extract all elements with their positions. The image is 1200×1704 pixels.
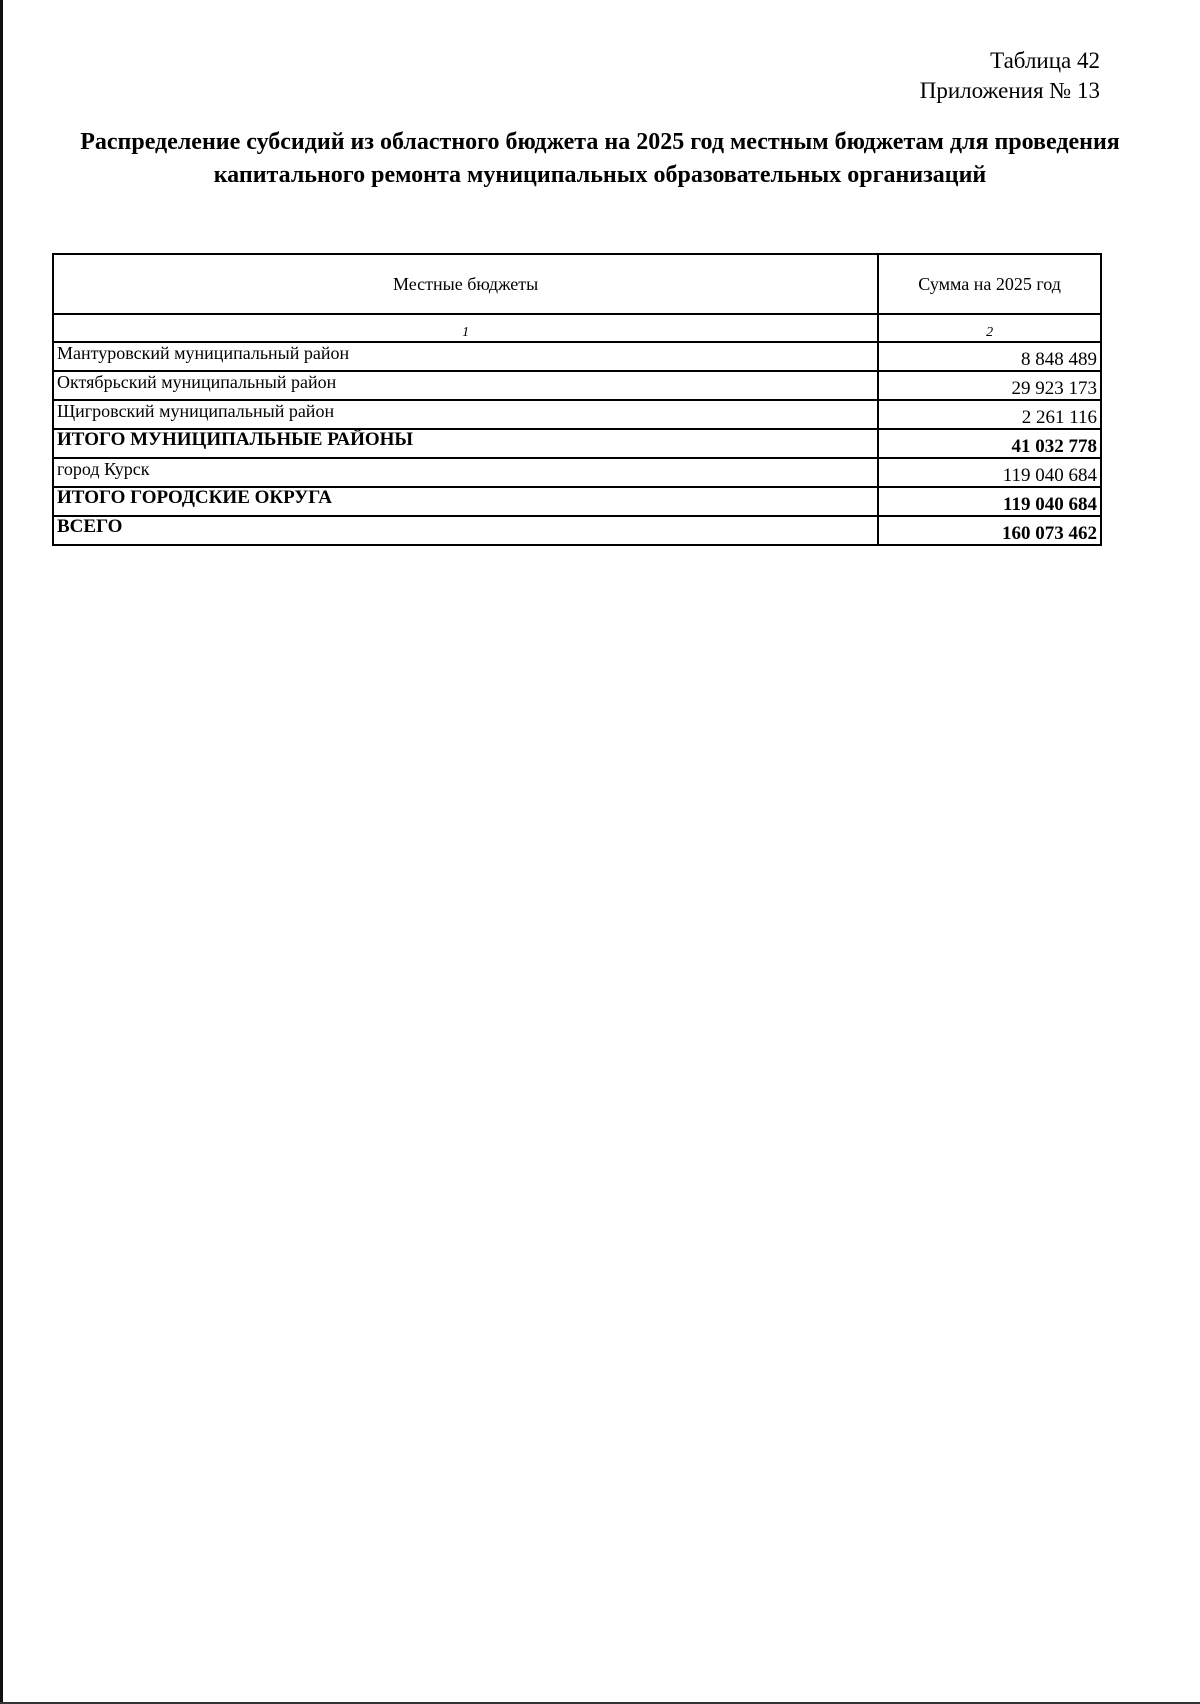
column-number-row [53, 314, 1101, 342]
table-row [53, 371, 1101, 400]
column-number-1: 1 [53, 314, 878, 342]
grand-total-sum: 160 073 462 [878, 516, 1101, 545]
appendix-label: Приложения № 13 [919, 78, 1100, 103]
subtotal-sum: 119 040 684 [878, 487, 1101, 516]
budget-sum: 8 848 489 [878, 342, 1101, 371]
subtotal-label: ИТОГО ГОРОДСКИЕ ОКРУГА [53, 487, 878, 516]
document-title: Распределение субсидий из областного бюджета на 2025 год местным бюджетам для проведения капитального ремонта муниципальных образовательных организаций [80, 129, 1120, 188]
budget-name: Мантуровский муниципальный район [53, 342, 878, 371]
budget-sum: 29 923 173 [878, 371, 1101, 400]
budget-sum: 2 261 116 [878, 400, 1101, 429]
column-number-2: 2 [878, 314, 1101, 342]
subsidy-table [52, 253, 1102, 546]
subtotal-row-districts [53, 429, 1101, 458]
grand-total-label: ВСЕГО [53, 516, 878, 545]
table-row [53, 342, 1101, 371]
budget-name: Щигровский муниципальный район [53, 400, 878, 429]
document-header [920, 46, 1100, 106]
table-header-row [53, 254, 1101, 314]
scan-edge [0, 0, 3, 1704]
column-header-sum: Сумма на 2025 год [878, 254, 1101, 314]
budget-sum: 119 040 684 [878, 458, 1101, 487]
table-row [53, 458, 1101, 487]
subtotal-sum: 41 032 778 [878, 429, 1101, 458]
budget-name: Октябрьский муниципальный район [53, 371, 878, 400]
budget-name: город Курск [53, 458, 878, 487]
table-row [53, 400, 1101, 429]
subtotal-label: ИТОГО МУНИЦИПАЛЬНЫЕ РАЙОНЫ [53, 429, 878, 458]
subtotal-row-city-districts [53, 487, 1101, 516]
table-number-label: Таблица 42 [990, 48, 1100, 73]
grand-total-row [53, 516, 1101, 545]
column-header-budgets: Местные бюджеты [53, 254, 878, 314]
